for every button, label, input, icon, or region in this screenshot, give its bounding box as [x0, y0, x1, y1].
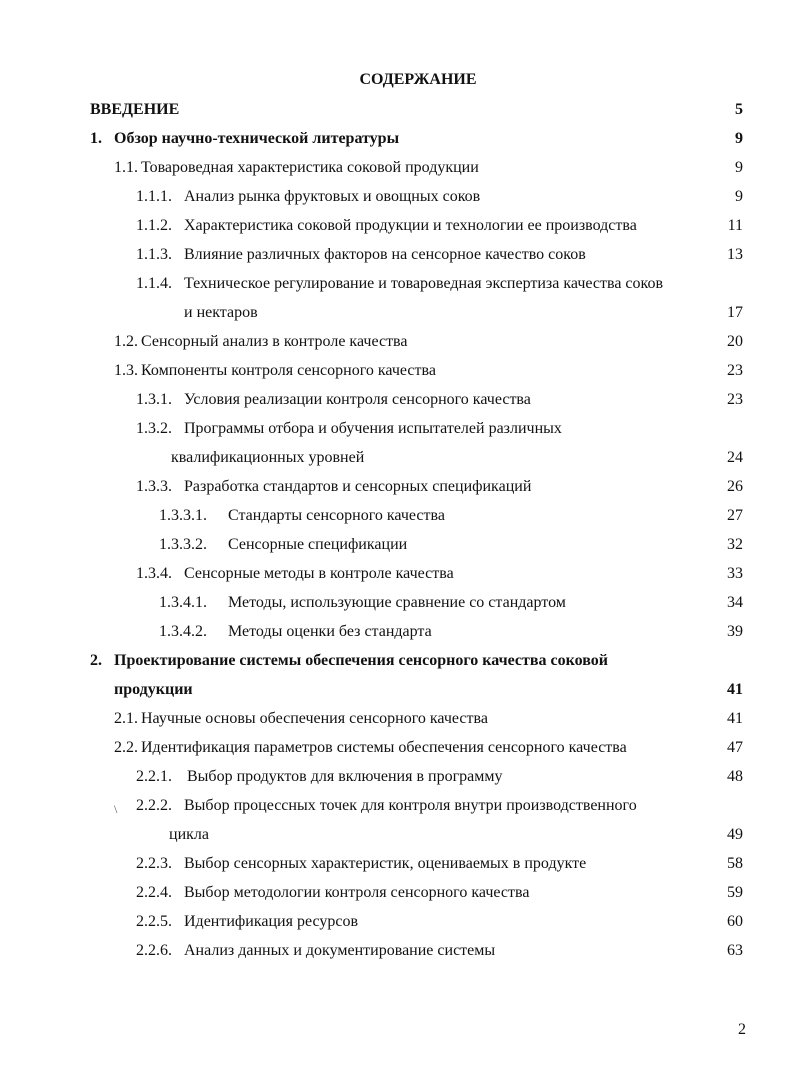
toc-entry-page: 9 — [735, 130, 743, 147]
toc-entry-text: продукции — [114, 681, 193, 698]
toc-entry-2-2[interactable] — [0, 737, 795, 766]
toc-entry-page: 5 — [735, 101, 743, 118]
toc-entry-1-3-3[interactable] — [0, 476, 795, 505]
toc-entry-page: 20 — [727, 333, 743, 350]
toc-entry-1-3-1[interactable] — [0, 389, 795, 418]
toc-entry-number: 2.1. — [114, 710, 138, 727]
toc-entry-page: 27 — [727, 507, 743, 524]
toc-entry-number: 2.2. — [114, 739, 138, 756]
toc-entry-2-2-2[interactable] — [0, 795, 795, 824]
toc-entry-number: 1.3.3. — [136, 478, 172, 495]
toc-entry-page: 23 — [727, 391, 743, 408]
toc-entry-text: ВВЕДЕНИЕ — [90, 101, 180, 118]
toc-entry-page: 26 — [727, 478, 743, 495]
toc-entry-1-3-4-1[interactable] — [0, 592, 795, 621]
toc-entry-1-1-2[interactable] — [0, 215, 795, 244]
toc-entry-text: Идентификация параметров системы обеспечения сенсорного качества — [141, 739, 627, 756]
toc-entry-number: 2. — [90, 652, 102, 669]
toc-entry-number: 1.3.4.1. — [159, 594, 207, 611]
toc-entry-page: 11 — [727, 217, 743, 234]
toc-entry-text: Характеристика соковой продукции и технологии ее производства — [184, 217, 637, 234]
toc-entry-page: 9 — [735, 188, 743, 205]
toc-entry-number: 1.3.2. — [136, 420, 172, 437]
toc-entry-page: 24 — [727, 449, 743, 466]
toc-entry-page: 60 — [727, 913, 743, 930]
toc-entry-1-3-2[interactable] — [0, 418, 795, 447]
toc-entry-number: 2.2.6. — [136, 942, 172, 959]
toc-entry-1-3-2-continued[interactable] — [0, 447, 795, 476]
toc-entry-number: 1.1.4. — [136, 275, 172, 292]
toc-entry-2-2-6[interactable] — [0, 940, 795, 969]
toc-entry-2-2-1[interactable] — [0, 766, 795, 795]
toc-entry-1-3-4[interactable] — [0, 563, 795, 592]
toc-entry-text: Выбор методологии контроля сенсорного качества — [184, 884, 530, 901]
toc-entry-text: Техническое регулирование и товароведная экспертиза качества соков — [184, 275, 664, 292]
toc-entry-text: цикла — [169, 826, 209, 843]
toc-entry-text: Методы оценки без стандарта — [228, 623, 432, 640]
toc-entry-1-3-3-2[interactable] — [0, 534, 795, 563]
toc-entry-text: Идентификация ресурсов — [184, 913, 359, 930]
toc-entry-text: Условия реализации контроля сенсорного качества — [184, 391, 531, 408]
toc-entry-2-2-4[interactable] — [0, 882, 795, 911]
toc-entry-page: 63 — [727, 942, 743, 959]
toc-entry-text: Сенсорные спецификации — [228, 536, 408, 553]
toc-entry-introduction[interactable] — [0, 99, 795, 128]
toc-entry-text: Проектирование системы обеспечения сенсорного качества соковой — [114, 652, 608, 669]
toc-entry-page: 49 — [727, 826, 743, 843]
toc-entry-2-2-5[interactable] — [0, 911, 795, 940]
toc-entry-page: 39 — [727, 623, 743, 640]
toc-entry-text: Анализ данных и документирование системы — [184, 942, 496, 959]
toc-entry-text: Товароведная характеристика соковой продукции — [141, 159, 479, 176]
toc-entry-2-2-3[interactable] — [0, 853, 795, 882]
toc-entry-number: 2.2.2. — [136, 797, 172, 814]
toc-entry-text: Выбор сенсорных характеристик, оцениваемых в продукте — [184, 855, 587, 872]
toc-entry-chapter-2-continued[interactable] — [0, 679, 795, 708]
toc-entry-number: 1.3.1. — [136, 391, 172, 408]
toc-entry-number: 1.1.3. — [136, 246, 172, 263]
toc-entry-number: 2.2.1. — [136, 768, 172, 785]
toc-entry-1-1-4[interactable] — [0, 273, 795, 302]
toc-entry-1-2[interactable] — [0, 331, 795, 360]
toc-entry-text: Программы отбора и обучения испытателей различных — [184, 420, 562, 437]
toc-entry-page: 41 — [727, 681, 743, 698]
toc-entry-text: Компоненты контроля сенсорного качества — [141, 362, 436, 379]
toc-entry-1-1-4-continued[interactable] — [0, 302, 795, 331]
toc-entry-page: 34 — [727, 594, 743, 611]
toc-entry-text: Методы, использующие сравнение со стандартом — [228, 594, 566, 611]
toc-entry-number: 1.1.1. — [136, 188, 172, 205]
toc-entry-page: 17 — [727, 304, 743, 321]
toc-entry-2-1[interactable] — [0, 708, 795, 737]
toc-entry-number: 1.1. — [114, 159, 138, 176]
toc-entry-page: 32 — [727, 536, 743, 553]
stray-mark: \ — [114, 802, 118, 816]
toc-entry-text: Сенсорный анализ в контроле качества — [141, 333, 408, 350]
toc-entry-number: 2.2.5. — [136, 913, 172, 930]
toc-entry-text: и нектаров — [184, 304, 258, 321]
toc-entry-chapter-2[interactable] — [0, 650, 795, 679]
toc-entry-text: Обзор научно-технической литературы — [114, 130, 400, 147]
toc-entry-page: 33 — [727, 565, 743, 582]
toc-entry-text: Выбор продуктов для включения в программу — [187, 768, 503, 785]
toc-entry-number: 1.3.4.2. — [159, 623, 207, 640]
toc-entry-1-3-4-2[interactable] — [0, 621, 795, 650]
toc-entry-number: 1.3. — [114, 362, 138, 379]
toc-entry-page: 47 — [727, 739, 743, 756]
toc-entry-2-2-2-continued[interactable] — [0, 824, 795, 853]
toc-entry-text: Сенсорные методы в контроле качества — [184, 565, 454, 582]
toc-entry-number: 2.2.3. — [136, 855, 172, 872]
toc-entry-number: 1.3.3.1. — [159, 507, 207, 524]
toc-entry-text: Анализ рынка фруктовых и овощных соков — [184, 188, 481, 205]
toc-entry-number: 2.2.4. — [136, 884, 172, 901]
page-title: СОДЕРЖАНИЕ — [359, 71, 477, 88]
toc-entry-page: 59 — [727, 884, 743, 901]
toc-entry-page: 9 — [735, 159, 743, 176]
toc-entry-page: 23 — [727, 362, 743, 379]
toc-entry-number: 1.3.3.2. — [159, 536, 207, 553]
toc-entry-chapter-1[interactable] — [0, 128, 795, 157]
toc-entry-text: Разработка стандартов и сенсорных спецификаций — [184, 478, 532, 495]
toc-entry-page: 58 — [727, 855, 743, 872]
toc-entry-text: Научные основы обеспечения сенсорного качества — [141, 710, 488, 727]
toc-entry-number: 1.3.4. — [136, 565, 172, 582]
toc-entry-page: 41 — [727, 710, 743, 727]
toc-entry-text: Выбор процессных точек для контроля внутри производственного — [184, 797, 637, 814]
toc-entry-1-1-1[interactable] — [0, 186, 795, 215]
page-number: 2 — [738, 1021, 746, 1038]
toc-entry-1-3[interactable] — [0, 360, 795, 389]
toc-entry-text: Влияние различных факторов на сенсорное качество соков — [184, 246, 586, 263]
toc-entry-1-1-3[interactable] — [0, 244, 795, 273]
toc-entry-1-3-3-1[interactable] — [0, 505, 795, 534]
toc-entry-page: 13 — [727, 246, 743, 263]
toc-entry-1-1[interactable] — [0, 157, 795, 186]
toc-entry-text: Стандарты сенсорного качества — [228, 507, 445, 524]
toc-entry-number: 1. — [90, 130, 102, 147]
toc-entry-text: квалификационных уровней — [171, 449, 365, 466]
toc-entry-page: 48 — [727, 768, 743, 785]
toc-entry-number: 1.1.2. — [136, 217, 172, 234]
toc-entry-number: 1.2. — [114, 333, 138, 350]
